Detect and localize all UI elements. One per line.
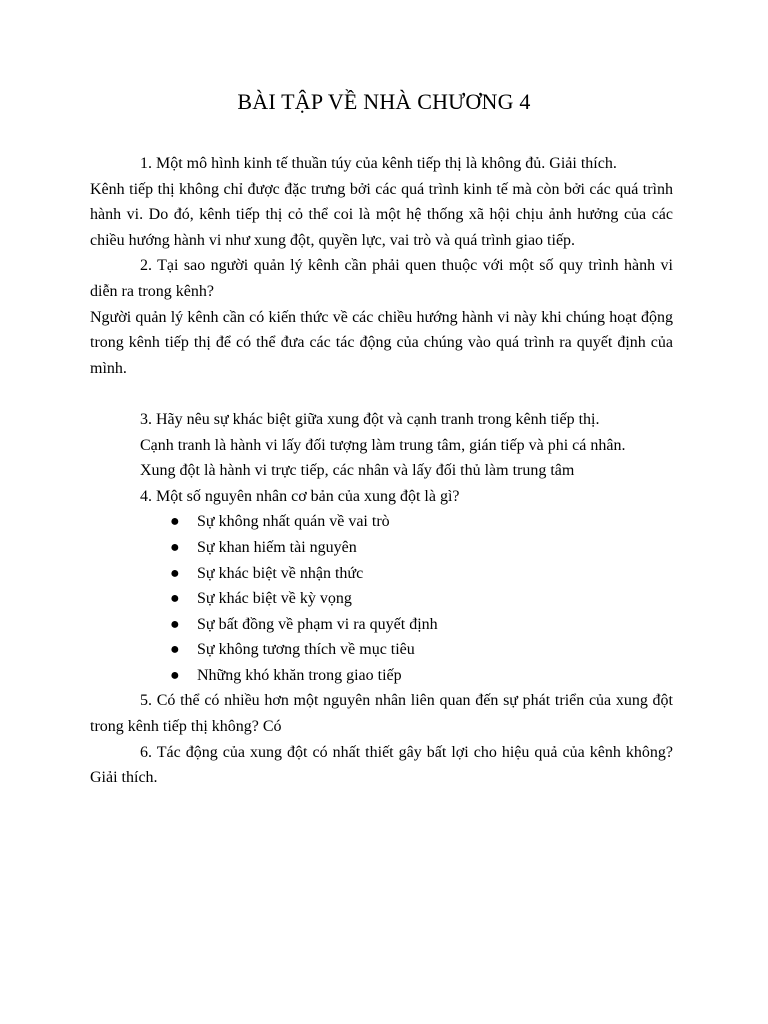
list-item-text: Sự khác biệt về kỳ vọng [197,590,352,608]
bullet-icon: ● [170,513,180,531]
list-item [90,637,673,663]
bullet-icon: ● [170,538,180,556]
question-4: 4. Một số nguyên nhân cơ bản của xung đột là gì? [140,487,460,505]
list-item-text: Sự bất đồng về phạm vi ra quyết định [197,615,438,633]
bullet-icon: ● [170,641,180,659]
list-item [90,535,673,561]
document-body [90,151,673,791]
causes-list [90,509,673,688]
list-item-text: Sự khác biệt về nhận thức [197,564,364,582]
answer-1: Kênh tiếp thị không chỉ được đặc trưng bởi các quá trình kinh tế mà còn bởi các quá trình hành vi. Do đó, kênh tiếp thị cỏ thể coi là một hệ thống xã hội chịu ảnh hưởng của các chiều hướng hành vi như xung đột, quyền lực, vai trò và quá trình giao tiếp. [90,180,673,249]
blank-line [90,381,673,407]
list-item [90,663,673,689]
list-item [90,509,673,535]
list-item-text: Sự không tương thích về mục tiêu [197,641,415,659]
list-item [90,561,673,587]
answer-3-conflict: Xung đột là hành vi trực tiếp, các nhân và lấy đối thủ làm trung tâm [140,462,575,480]
question-2: 2. Tại sao người quản lý kênh cần phải quen thuộc với một số quy trình hành vi diễn ra trong kênh? [90,257,673,300]
list-item [90,612,673,638]
answer-3-competition: Cạnh tranh là hành vi lấy đối tượng làm trung tâm, gián tiếp và phi cá nhân. [140,436,626,454]
bullet-icon: ● [170,615,180,633]
question-6: 6. Tác động của xung đột có nhất thiết gây bất lợi cho hiệu quả của kênh không? Giải thích. [90,743,673,787]
bullet-icon: ● [170,666,180,684]
question-3: 3. Hãy nêu sự khác biệt giữa xung đột và cạnh tranh trong kênh tiếp thị. [140,410,600,428]
list-item-text: Những khó khăn trong giao tiếp [197,666,402,684]
page-title: BÀI TẬP VỀ NHÀ CHƯƠNG 4 [237,89,531,114]
question-5: 5. Có thể có nhiều hơn một nguyên nhân liên quan đến sự phát triển của xung đột trong kênh tiếp thị không? Có [90,692,673,736]
list-item-text: Sự khan hiếm tài nguyên [197,538,357,556]
bullet-icon: ● [170,590,180,608]
bullet-icon: ● [170,564,180,582]
list-item [90,586,673,612]
answer-2: Người quản lý kênh cần có kiến thức về các chiều hướng hành vi này khi chúng hoạt động trong kênh tiếp thị để có thể đưa các tác động của chúng vào quá trình ra quyết định của mình. [90,308,673,377]
list-item-text: Sự không nhất quán về vai trò [197,513,390,531]
question-1: 1. Một mô hình kinh tế thuần túy của kênh tiếp thị là không đủ. Giải thích. [140,155,617,172]
